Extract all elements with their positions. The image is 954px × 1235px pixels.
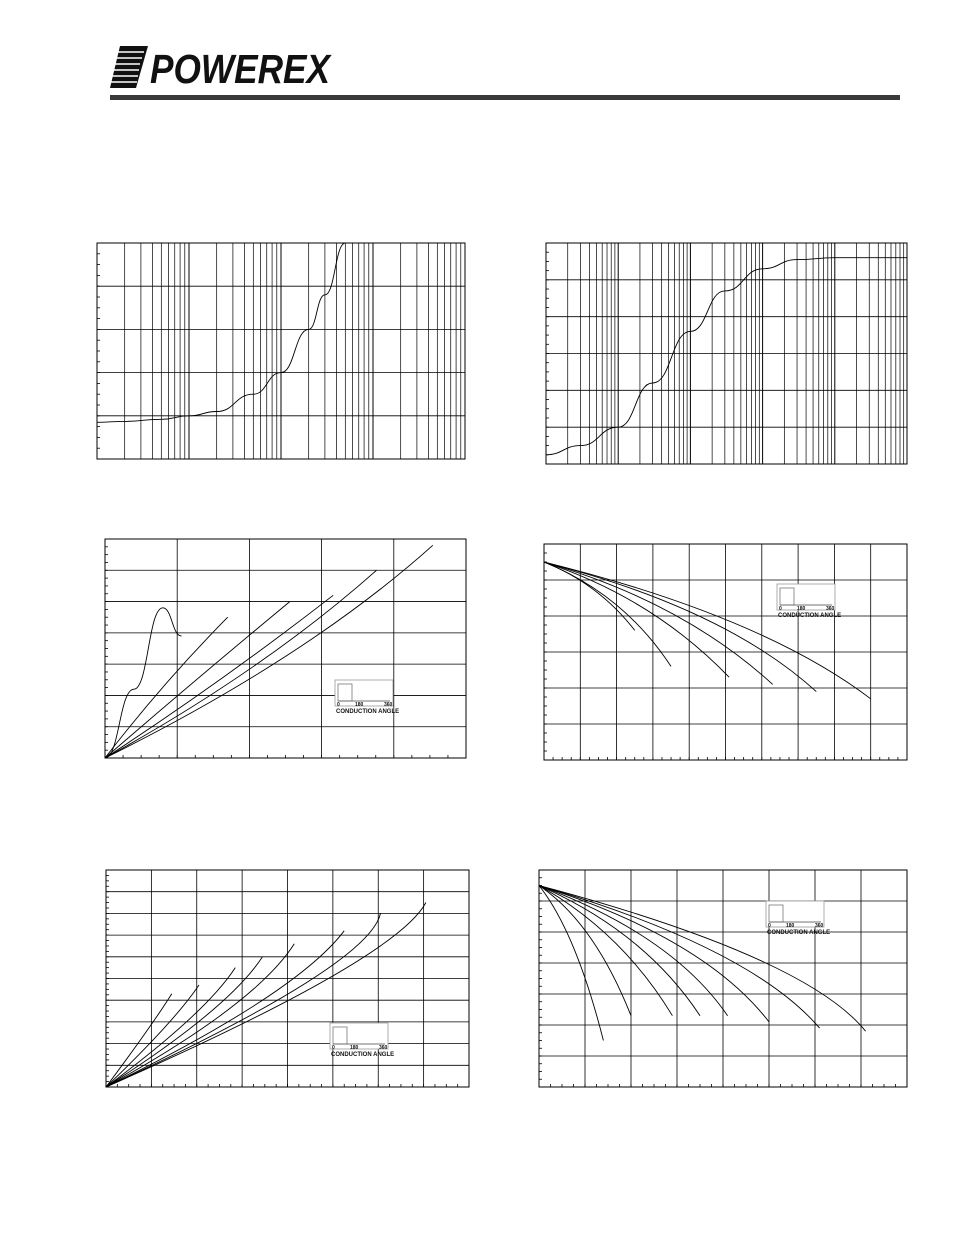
chart-c6 (539, 870, 907, 1087)
inset-tick-label: 0 (768, 923, 771, 929)
conduction-angle-inset (335, 680, 399, 715)
chart-c4 (544, 544, 907, 760)
chart-c1 (97, 178, 465, 459)
chart-c3 (105, 539, 466, 758)
inset-tick-label: 360 (379, 1045, 388, 1051)
inset-tick-label: 180 (797, 606, 806, 612)
inset-conduction-angle-label: CONDUCTION ANGLE (767, 930, 831, 936)
inset-tick-label: 360 (815, 923, 824, 929)
chart-c2 (546, 243, 907, 464)
conduction-angle-inset (777, 584, 841, 619)
chart-c5 (106, 870, 469, 1087)
conduction-angle-inset (330, 1023, 394, 1058)
conduction-angle-inset (766, 901, 830, 936)
inset-conduction-angle-label: CONDUCTION ANGLE (331, 1052, 395, 1058)
inset-tick-label: 0 (779, 606, 782, 612)
inset-tick-label: 360 (826, 606, 835, 612)
inset-tick-label: 0 (337, 702, 340, 708)
inset-tick-label: 180 (355, 702, 364, 708)
brand-name: POWEREX (150, 46, 333, 92)
inset-tick-label: 180 (350, 1045, 359, 1051)
inset-tick-label: 180 (786, 923, 795, 929)
inset-conduction-angle-label: CONDUCTION ANGLE (336, 709, 400, 715)
inset-tick-label: 0 (332, 1045, 335, 1051)
inset-conduction-angle-label: CONDUCTION ANGLE (778, 613, 842, 619)
inset-tick-label: 360 (384, 702, 393, 708)
plot-frame (105, 539, 466, 758)
